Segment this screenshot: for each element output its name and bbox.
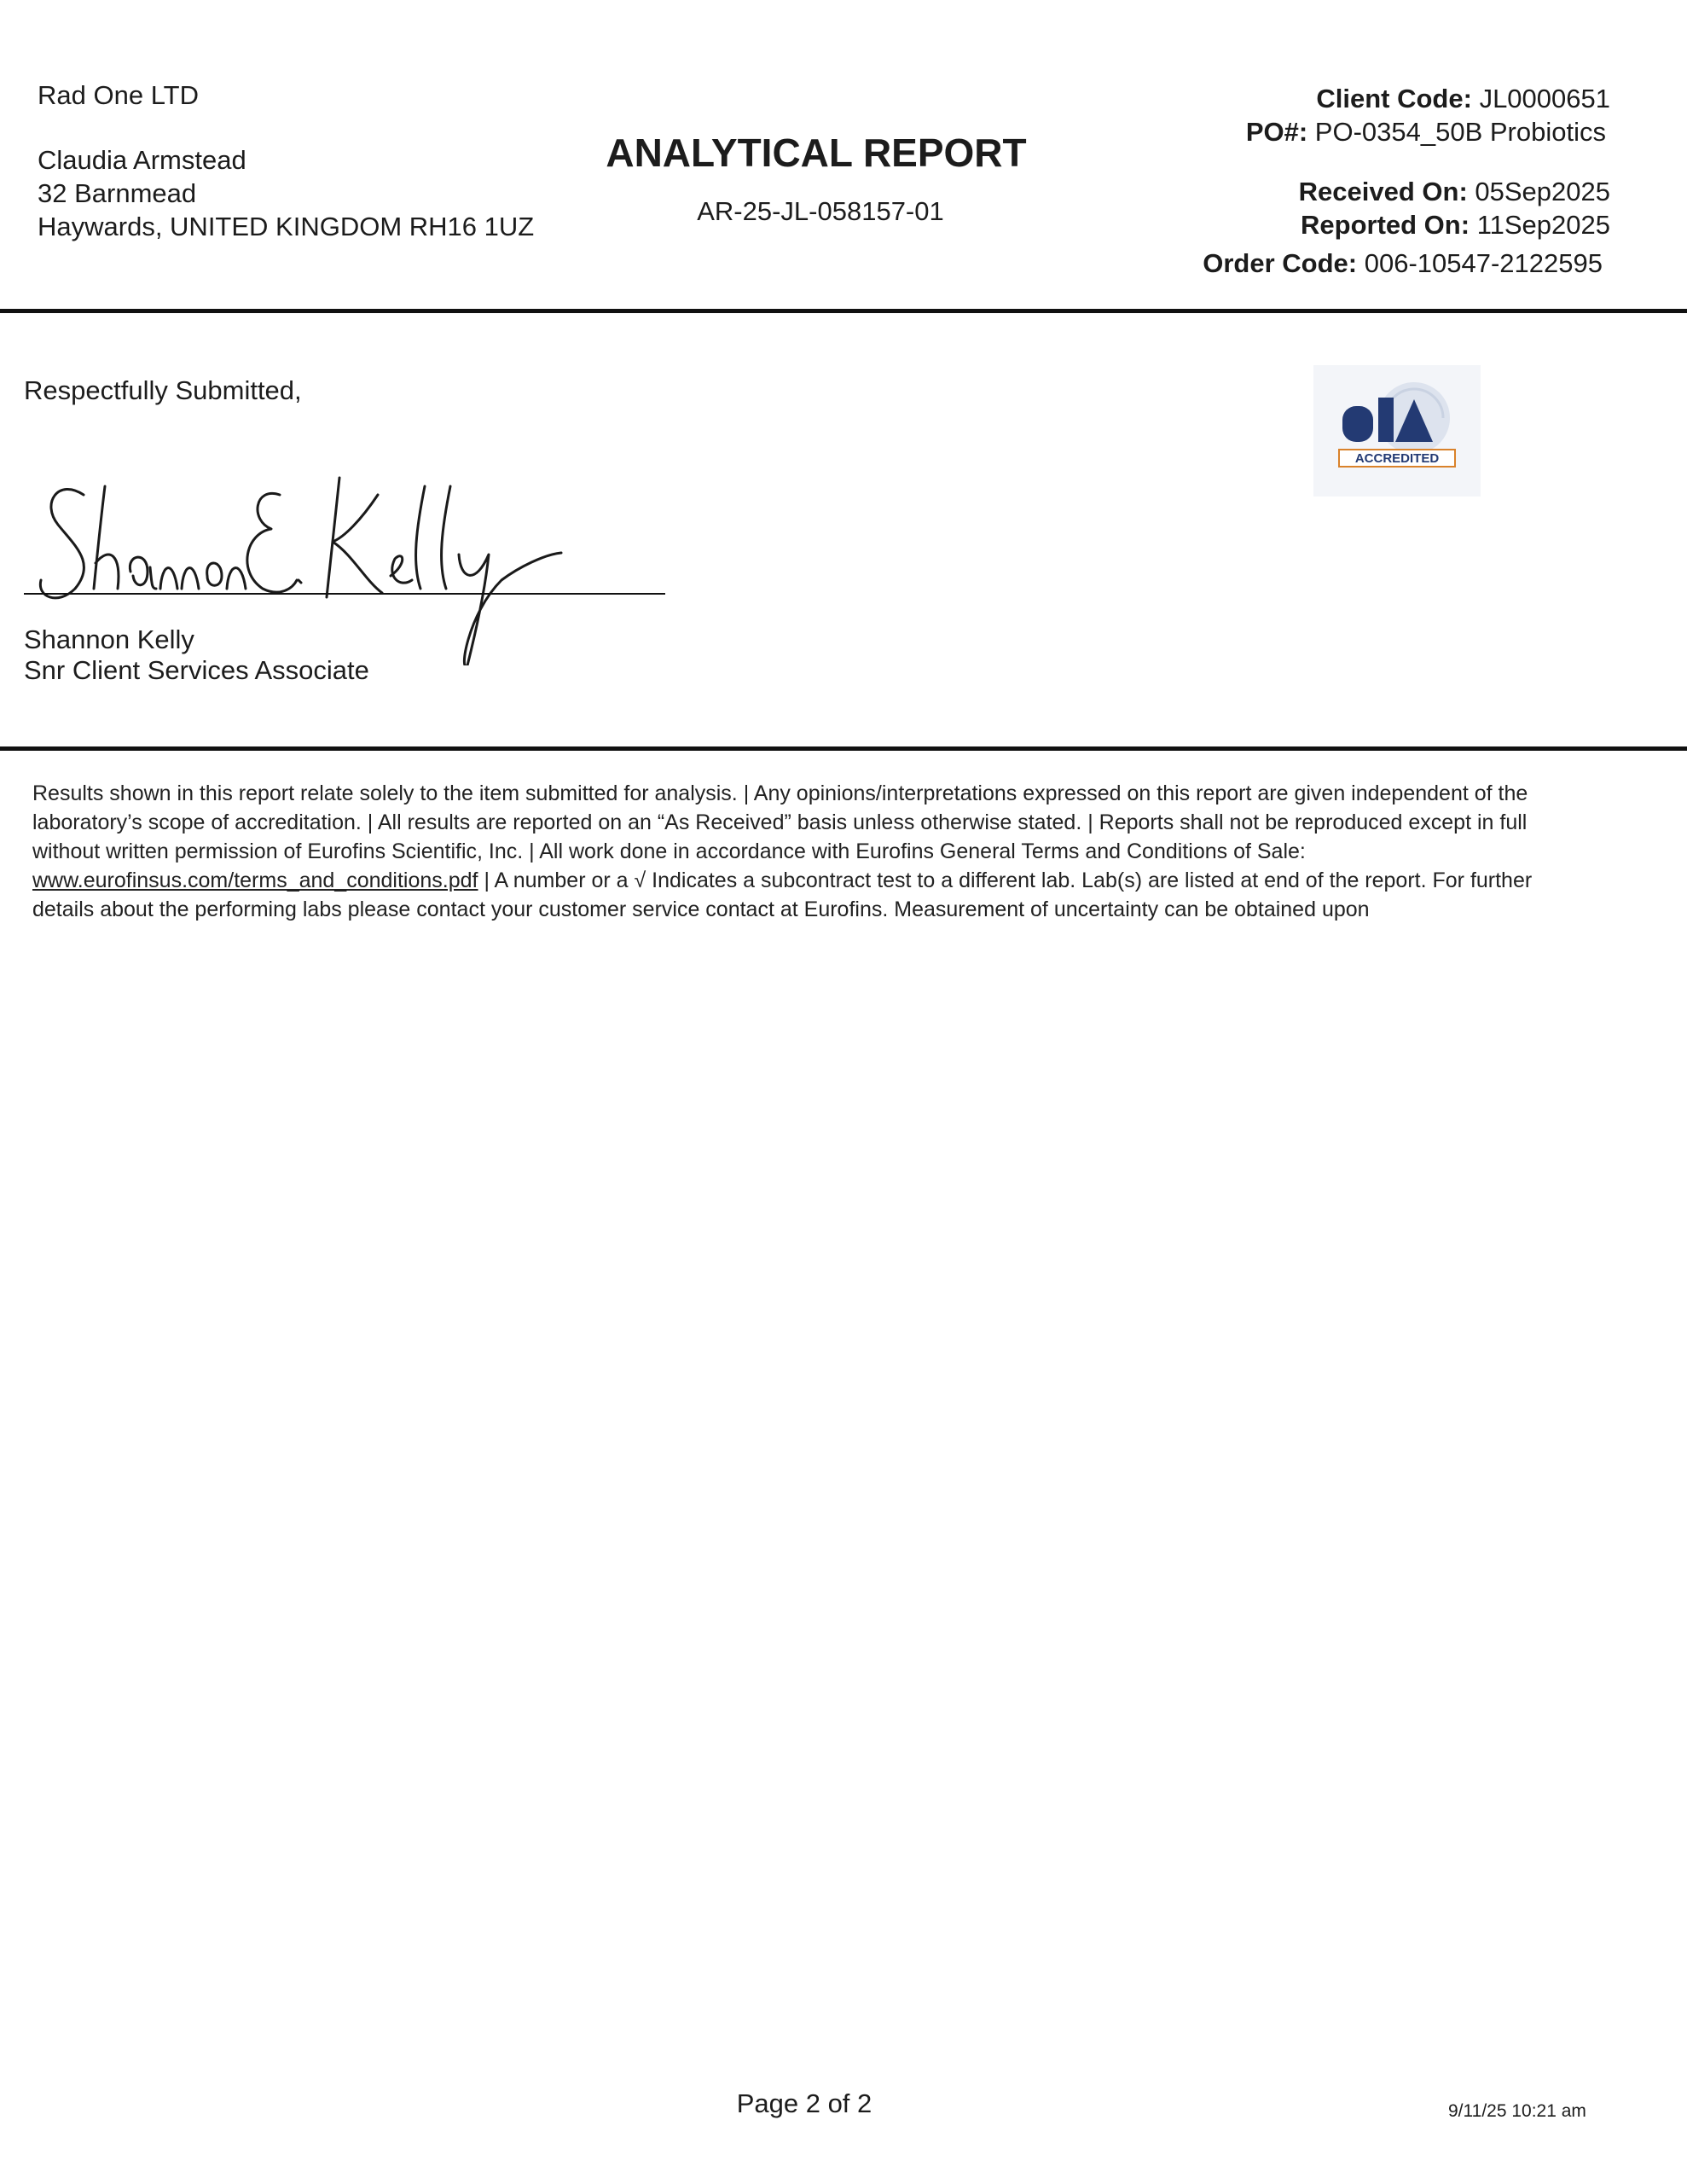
received-on — [1299, 177, 1610, 207]
reported-value: 11Sep2025 — [1476, 210, 1610, 240]
po-value: PO-0354_50B Probiotics — [1314, 117, 1606, 147]
client-contact: Claudia Armstead — [38, 145, 246, 175]
order-label: Order Code: — [1203, 248, 1358, 278]
received-value: 05Sep2025 — [1475, 177, 1610, 206]
client-company: Rad One LTD — [38, 80, 199, 110]
terms-link[interactable]: www.eurofinsus.com/terms_and_conditions.pdf — [32, 868, 478, 892]
a2la-accredited-logo — [1313, 365, 1481, 497]
client-city-line: Haywards, UNITED KINGDOM RH16 1UZ — [38, 212, 535, 241]
signature-divider — [0, 746, 1687, 751]
report-title: ANALYTICAL REPORT — [606, 131, 1027, 175]
closing-text: Respectfully Submitted, — [24, 375, 302, 405]
a2la-logo-icon — [1313, 365, 1481, 497]
disclaimer-part1: Results shown in this report relate solely to the item submitted for analysis. | Any opinions/interpretations expressed on this report are given independent of the laboratory’s scope of accreditation. | All results are reported on an “As Received” basis unless otherwise stated. | Reports shall not be reproduced except in full without written permission of Eurofins Scientific, Inc. | All work done in accordance with Eurofins General Terms and Conditions of Sale: — [32, 781, 1528, 863]
signature-line — [24, 593, 665, 595]
po-number — [1246, 117, 1606, 148]
received-label: Received On: — [1298, 177, 1468, 206]
print-timestamp: 9/11/25 10:21 am — [1448, 2101, 1586, 2121]
reported-on — [1301, 210, 1610, 241]
reported-label: Reported On: — [1301, 210, 1470, 240]
disclaimer-part2: | A number or a √ Indicates a subcontract test to a different lab. Lab(s) are listed at end of the report. For further details about the performing labs please contact your customer service contact at Eurofins. Measurement of uncertainty can be obtained upon — [32, 868, 1533, 921]
order-value: 006-10547-2122595 — [1364, 248, 1603, 278]
client-street: 32 Barnmead — [38, 178, 197, 208]
page-number: Page 2 of 2 — [736, 2088, 872, 2118]
client-code — [1316, 84, 1610, 114]
signer-name: Shannon Kelly — [24, 624, 194, 654]
client-code-value: JL0000651 — [1479, 84, 1610, 113]
po-label: PO#: — [1245, 117, 1308, 147]
client-code-label: Client Code: — [1316, 84, 1472, 113]
logo-label: ACCREDITED — [1354, 451, 1440, 466]
report-id: AR-25-JL-058157-01 — [697, 196, 944, 226]
disclaimer-text — [32, 779, 1568, 924]
signer-role: Snr Client Services Associate — [24, 655, 369, 685]
header-divider — [0, 309, 1687, 313]
order-code — [1203, 248, 1603, 279]
